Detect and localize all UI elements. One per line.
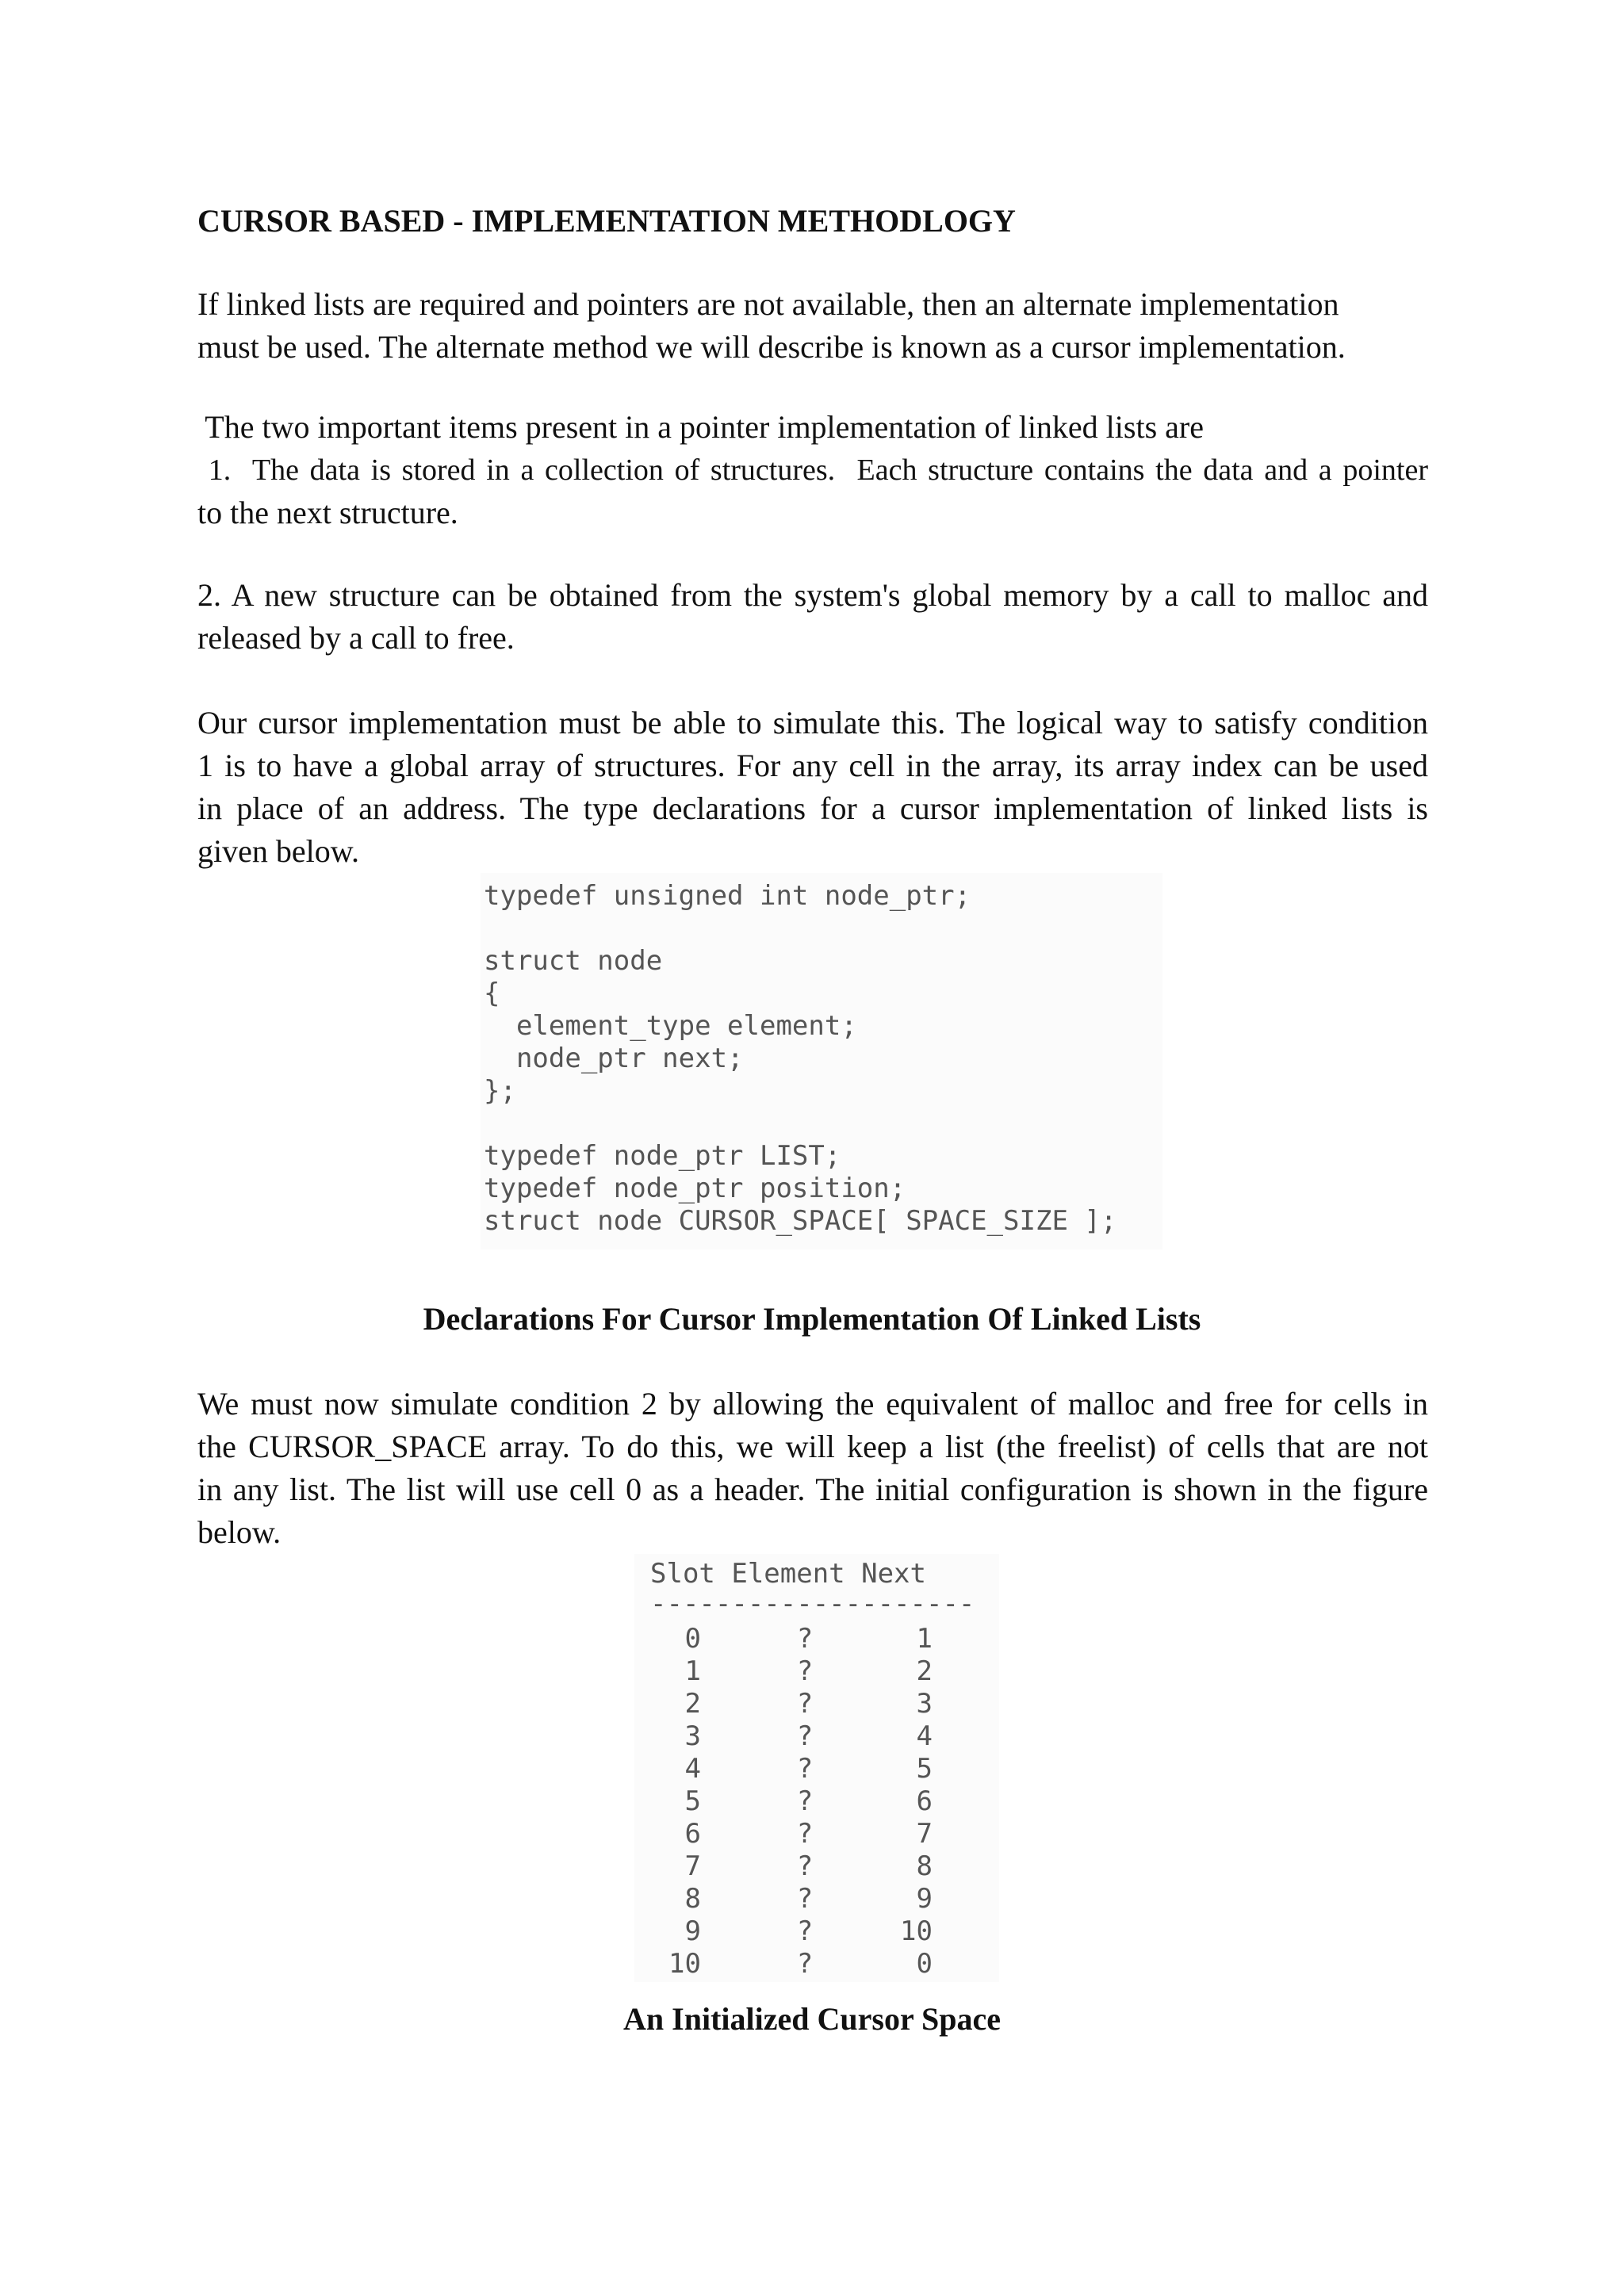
cursor-line-2: 1 is to have a global array of structures. For any cell in the array, its array index can be used	[197, 748, 1428, 783]
freelist-paragraph	[197, 1383, 1428, 1554]
table-row	[0, 1688, 1624, 1720]
item-2-line-2: released by a call to free.	[197, 620, 515, 656]
code-line: struct node	[484, 945, 663, 977]
item-2-line-1: 2. A new structure can be obtained from the system's global memory by a call to malloc and	[197, 577, 1428, 613]
declarations-caption: Declarations For Cursor Implementation Of Linked Lists	[423, 1301, 1201, 1337]
freelist-line-1: We must now simulate condition 2 by allowing the equivalent of malloc and free for cells in	[197, 1386, 1428, 1422]
next-cell: 8	[916, 1850, 933, 1882]
next-cell: 5	[916, 1753, 933, 1785]
slot-cell: 1	[684, 1655, 701, 1687]
page-title: CURSOR BASED - IMPLEMENTATION METHODLOGY	[197, 203, 1016, 239]
code-line: element_type element;	[484, 1010, 857, 1042]
table-row	[0, 1720, 1624, 1753]
table-row	[0, 1883, 1624, 1915]
cursor-line-4: given below.	[197, 833, 360, 869]
cursor-paragraph	[197, 702, 1428, 873]
element-cell: ?	[796, 1753, 814, 1785]
item-1-line-2: to the next structure.	[197, 495, 458, 530]
freelist-line-3: in any list. The list will use cell 0 as a header. The initial configuration is shown in the figure	[197, 1471, 1428, 1507]
freelist-line-2: the CURSOR_SPACE array. To do this, we will keep a list (the freelist) of cells that are not	[197, 1429, 1428, 1464]
slot-cell: 9	[684, 1915, 701, 1947]
element-cell: ?	[796, 1655, 814, 1687]
table-row	[0, 1818, 1624, 1850]
cursor-line-3: in place of an address. The type declarations for a cursor implementation of linked lists is	[197, 790, 1428, 826]
intro-paragraph	[197, 283, 1428, 369]
slot-cell: 0	[684, 1623, 701, 1655]
slot-cell: 6	[684, 1818, 701, 1850]
item-1-line-1: 1. The data is stored in a collection of structures. Each structure contains the data and a pointer	[197, 453, 1428, 487]
item-1-paragraph	[197, 449, 1428, 534]
code-line: node_ptr next;	[484, 1043, 744, 1074]
next-cell: 3	[916, 1688, 933, 1720]
freelist-line-4: below.	[197, 1514, 282, 1550]
table-rule: --------------------	[650, 1588, 975, 1620]
next-cell: 7	[916, 1818, 933, 1850]
table-row	[0, 1753, 1624, 1785]
next-cell: 2	[916, 1655, 933, 1687]
element-cell: ?	[796, 1688, 814, 1720]
element-cell: ?	[796, 1818, 814, 1850]
slot-cell: 8	[684, 1883, 701, 1915]
slot-cell: 7	[684, 1850, 701, 1882]
slot-cell: 5	[684, 1785, 701, 1817]
element-cell: ?	[796, 1948, 814, 1980]
table-header: Slot Element Next	[650, 1558, 926, 1590]
cursor-space-caption: An Initialized Cursor Space	[623, 2001, 1001, 2037]
next-cell: 9	[916, 1883, 933, 1915]
slot-cell: 3	[684, 1720, 701, 1752]
intro-line-2: must be used. The alternate method we will describe is known as a cursor implementation.	[197, 329, 1346, 365]
code-line: {	[484, 978, 500, 1009]
element-cell: ?	[796, 1720, 814, 1752]
next-cell: 6	[916, 1785, 933, 1817]
element-cell: ?	[796, 1883, 814, 1915]
item-2-paragraph	[197, 574, 1428, 660]
code-line: struct node CURSOR_SPACE[ SPACE_SIZE ];	[484, 1205, 1117, 1237]
element-cell: ?	[796, 1915, 814, 1947]
element-cell: ?	[796, 1785, 814, 1817]
table-row	[0, 1915, 1624, 1948]
next-cell: 10	[900, 1915, 933, 1947]
element-cell: ?	[796, 1623, 814, 1655]
next-cell: 4	[916, 1720, 933, 1752]
table-row	[0, 1655, 1624, 1688]
code-line: };	[484, 1075, 516, 1107]
table-row	[0, 1850, 1624, 1883]
slot-cell: 10	[668, 1948, 701, 1980]
next-cell: 0	[916, 1948, 933, 1980]
code-line: typedef node_ptr LIST;	[484, 1140, 841, 1172]
table-row	[0, 1785, 1624, 1818]
next-cell: 1	[916, 1623, 933, 1655]
code-line: typedef node_ptr position;	[484, 1173, 906, 1204]
code-line: typedef unsigned int node_ptr;	[484, 880, 971, 912]
element-cell: ?	[796, 1850, 814, 1882]
table-row	[0, 1948, 1624, 1980]
intro-line-1: If linked lists are required and pointers are not available, then an alternate implementation	[197, 286, 1339, 322]
slot-cell: 4	[684, 1753, 701, 1785]
cursor-line-1: Our cursor implementation must be able to simulate this. The logical way to satisfy condition	[197, 705, 1428, 740]
items-intro: The two important items present in a pointer implementation of linked lists are	[197, 409, 1204, 445]
slot-cell: 2	[684, 1688, 701, 1720]
table-row	[0, 1623, 1624, 1655]
